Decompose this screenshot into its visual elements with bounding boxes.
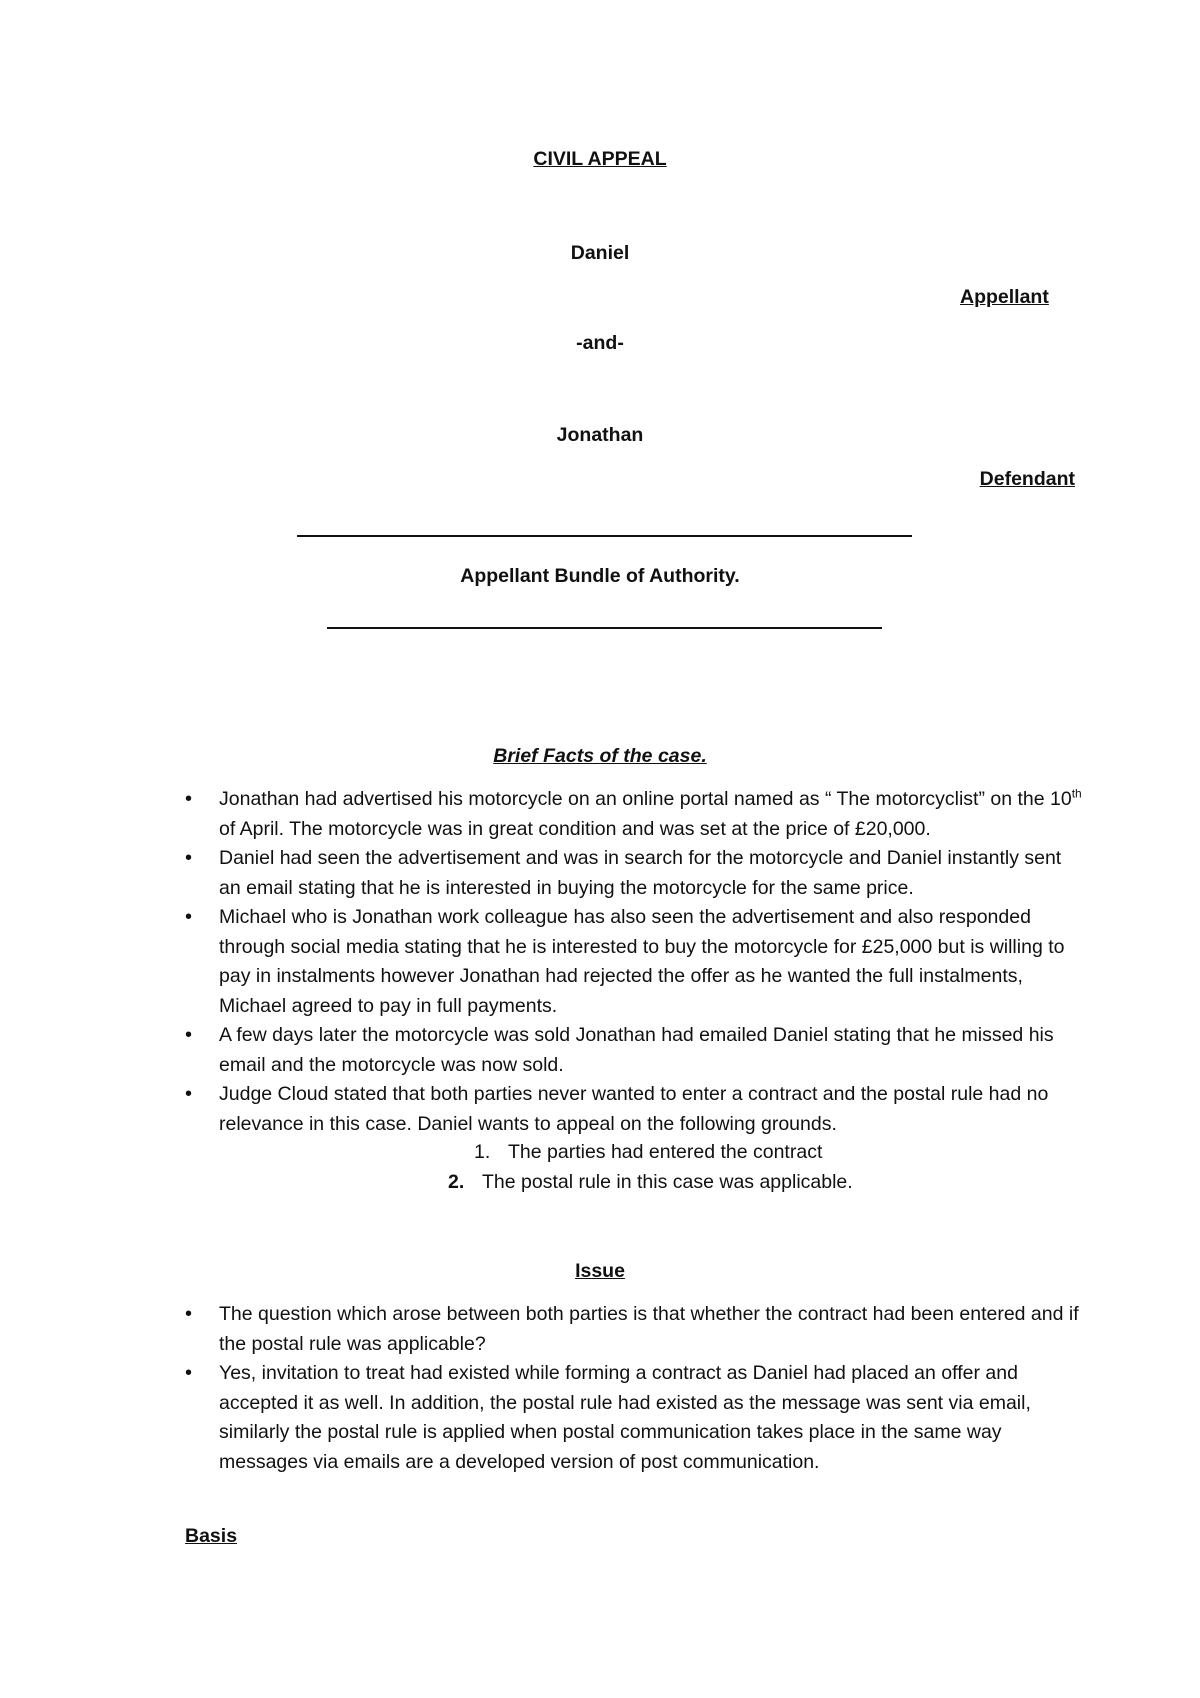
party-separator: -and- bbox=[576, 332, 624, 354]
grounds-list bbox=[0, 1138, 1200, 1197]
basis-heading: Basis bbox=[185, 1525, 238, 1547]
issue-heading: Issue bbox=[575, 1260, 625, 1282]
facts-list bbox=[185, 785, 1085, 1139]
list-item: 1. The parties had entered the contract bbox=[474, 1141, 823, 1163]
defendant-name: Jonathan bbox=[556, 424, 644, 446]
appellant-name: Daniel bbox=[570, 242, 630, 264]
list-item: • Jonathan had advertised his motorcycle on an online portal named as “ The motorcyclist” on the 10th of April. The motorcycle was in great condition and was set at the price of £20,000. bbox=[185, 785, 1085, 844]
list-item: • Daniel had seen the advertisement and was in search for the motorcycle and Daniel instantly sent an email stating that he is interested in buying the motorcycle for the same price. bbox=[185, 844, 1085, 903]
list-item: • A few days later the motorcycle was sold Jonathan had emailed Daniel stating that he missed his email and the motorcycle was now sold. bbox=[185, 1021, 1085, 1080]
document-title: CIVIL APPEAL bbox=[533, 148, 667, 170]
list-item: • Michael who is Jonathan work colleague has also seen the advertisement and also responded through social media stating that he is interested to buy the motorcycle for £25,000 but is willing to pay in instalments however Jonathan had rejected the offer as he wanted the full instalments, Michael agreed to pay in full payments. bbox=[185, 903, 1085, 1021]
issue-list bbox=[185, 1300, 1085, 1477]
top-rule bbox=[297, 535, 912, 537]
list-item: • The question which arose between both parties is that whether the contract had been entered and if the postal rule was applicable? bbox=[185, 1300, 1085, 1359]
list-item: • Yes, invitation to treat had existed while forming a contract as Daniel had placed an offer and accepted it as well. In addition, the postal rule had existed as the message was sent via email, similarly the postal rule is applied when postal communication takes place in the same way messages via emails are a developed version of post communication. bbox=[185, 1359, 1085, 1477]
list-item: • Judge Cloud stated that both parties never wanted to enter a contract and the postal rule had no relevance in this case. Daniel wants to appeal on the following grounds. bbox=[185, 1080, 1085, 1139]
bundle-title: Appellant Bundle of Authority. bbox=[460, 565, 740, 587]
appellant-role-label: Appellant bbox=[960, 286, 1049, 308]
defendant-role-label: Defendant bbox=[979, 468, 1075, 490]
facts-heading: Brief Facts of the case. bbox=[493, 745, 707, 767]
list-item: 2. The postal rule in this case was applicable. bbox=[448, 1170, 853, 1193]
bottom-rule bbox=[327, 627, 882, 629]
